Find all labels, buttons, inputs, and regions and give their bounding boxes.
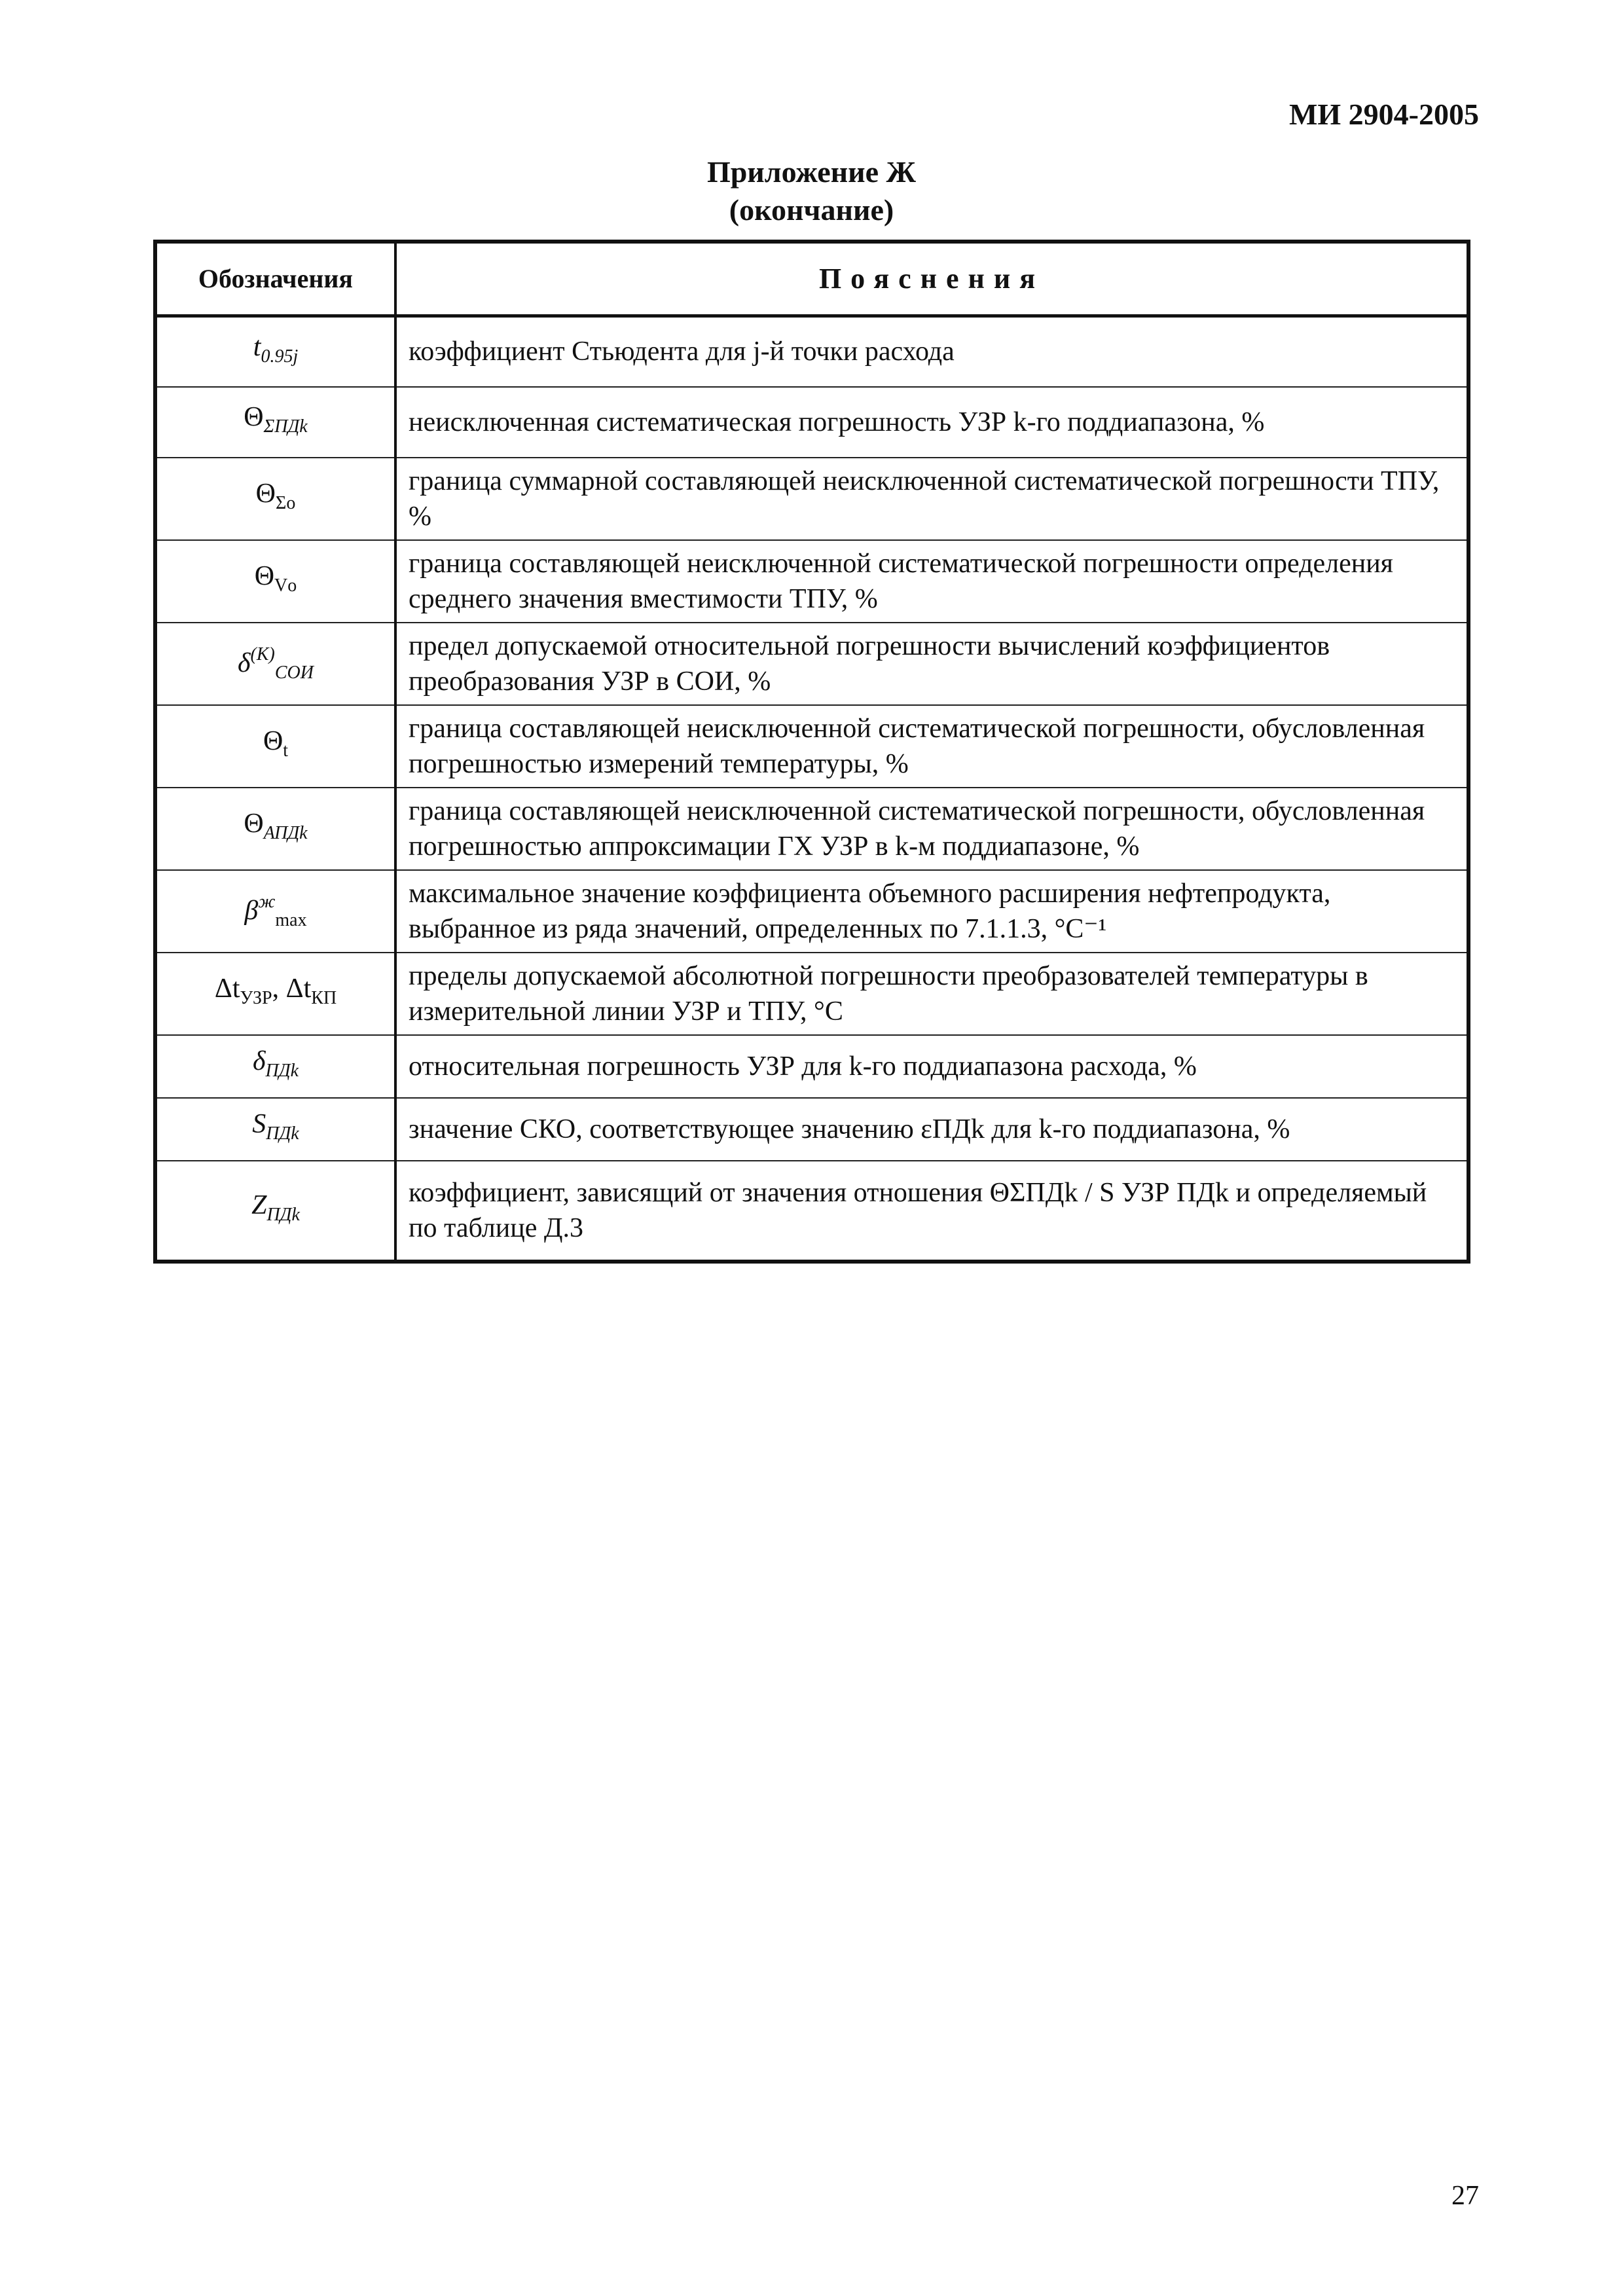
symbol-sup: (K)	[250, 644, 275, 665]
explanation-cell: коэффициент Стьюдента для j-й точки расхода	[395, 316, 1468, 387]
symbol-sub: Vо	[274, 575, 297, 596]
table-row	[155, 1161, 1468, 1262]
symbol-cell	[155, 1035, 395, 1098]
symbol-sup: ж	[258, 891, 276, 912]
explanation-cell: граница составляющей неисключенной систематической погрешности, обусловленная погрешностью аппроксимации ГХ УЗР в k-м поддиапазоне, %	[395, 788, 1468, 870]
table-row	[155, 1098, 1468, 1161]
table-row	[155, 540, 1468, 623]
explanation-cell: относительная погрешность УЗР для k-го поддиапазона расхода, %	[395, 1035, 1468, 1098]
symbol-main: δ	[238, 647, 251, 678]
symbol-cell	[155, 705, 395, 788]
symbol-sub: max	[275, 909, 307, 930]
symbol-sub: СОИ	[274, 662, 314, 683]
explanation-cell: граница суммарной составляющей неисключенной систематической погрешности ТПУ, %	[395, 458, 1468, 540]
page-number: 27	[1451, 2181, 1479, 2211]
symbol-main: Θ	[244, 809, 264, 839]
symbol-main: Θ	[254, 561, 275, 591]
symbol-cell	[155, 788, 395, 870]
symbol-cell	[155, 870, 395, 953]
symbol-sub: АПДk	[263, 823, 308, 843]
symbol-cell	[155, 316, 395, 387]
table-row	[155, 387, 1468, 458]
table-row	[155, 953, 1468, 1035]
symbol-sub: ПДk	[265, 1061, 299, 1081]
symbol-main: Z	[251, 1190, 267, 1220]
symbol-main: t	[253, 331, 261, 362]
symbol-main: Θ	[263, 726, 283, 756]
table-row	[155, 870, 1468, 953]
symbol-sub: ΣПДk	[263, 416, 308, 437]
symbol-cell	[155, 953, 395, 1035]
appendix-title-line2: (окончание)	[729, 193, 894, 227]
symbol-cell	[155, 387, 395, 458]
symbol-cell	[155, 1098, 395, 1161]
symbol-sub: Σо	[276, 493, 296, 513]
table-row	[155, 458, 1468, 540]
symbol-cell	[155, 458, 395, 540]
explanation-cell: граница составляющей неисключенной систематической погрешности определения среднего значения вместимости ТПУ, %	[395, 540, 1468, 623]
table-header-row	[155, 242, 1468, 316]
symbol-cell	[155, 540, 395, 623]
explanation-cell: коэффициент, зависящий от значения отношения ΘΣПДk / S УЗР ПДk и определяемый по таблице Д.3	[395, 1161, 1468, 1262]
appendix-title	[0, 153, 1623, 229]
table-row	[155, 623, 1468, 705]
symbol-sub: ПДk	[266, 1205, 300, 1225]
appendix-title-line1: Приложение Ж	[706, 155, 917, 189]
symbol-sub: 0.95j	[261, 346, 299, 367]
explanation-cell: максимальное значение коэффициента объемного расширения нефтепродукта, выбранное из ряда значений, определенных по 7.1.1.3, °С⁻¹	[395, 870, 1468, 953]
symbol-sub: УЗР	[240, 988, 272, 1008]
symbol-sub: ПДk	[266, 1123, 299, 1144]
table-row	[155, 1035, 1468, 1098]
symbol-sub: t	[283, 740, 289, 761]
explanation-cell: предел допускаемой относительной погрешности вычислений коэффициентов преобразования УЗР в СОИ, %	[395, 623, 1468, 705]
symbol-extra-main: , Δt	[272, 974, 312, 1004]
header-explanations: Пояснения	[395, 242, 1468, 316]
symbols-table	[153, 240, 1470, 1264]
symbol-extra-sub: КП	[311, 988, 337, 1008]
symbol-main: Θ	[255, 479, 276, 509]
symbol-cell	[155, 1161, 395, 1262]
symbol-main: β	[244, 895, 259, 926]
explanation-cell: значение СКО, соответствующее значению εПДk для k-го поддиапазона, %	[395, 1098, 1468, 1161]
header-symbols: Обозначения	[155, 242, 395, 316]
symbol-main: δ	[253, 1046, 266, 1076]
symbol-cell	[155, 623, 395, 705]
symbol-main: Δt	[214, 974, 240, 1004]
table-row	[155, 316, 1468, 387]
symbol-main: S	[252, 1109, 266, 1139]
explanation-cell: пределы допускаемой абсолютной погрешности преобразователей температуры в измерительной линии УЗР и ТПУ, °С	[395, 953, 1468, 1035]
symbol-main: Θ	[244, 402, 264, 432]
table-row	[155, 705, 1468, 788]
explanation-cell: неисключенная систематическая погрешность УЗР k-го поддиапазона, %	[395, 387, 1468, 458]
explanation-cell: граница составляющей неисключенной систематической погрешности, обусловленная погрешностью измерений температуры, %	[395, 705, 1468, 788]
document-code: МИ 2904-2005	[1288, 98, 1479, 131]
table-row	[155, 788, 1468, 870]
